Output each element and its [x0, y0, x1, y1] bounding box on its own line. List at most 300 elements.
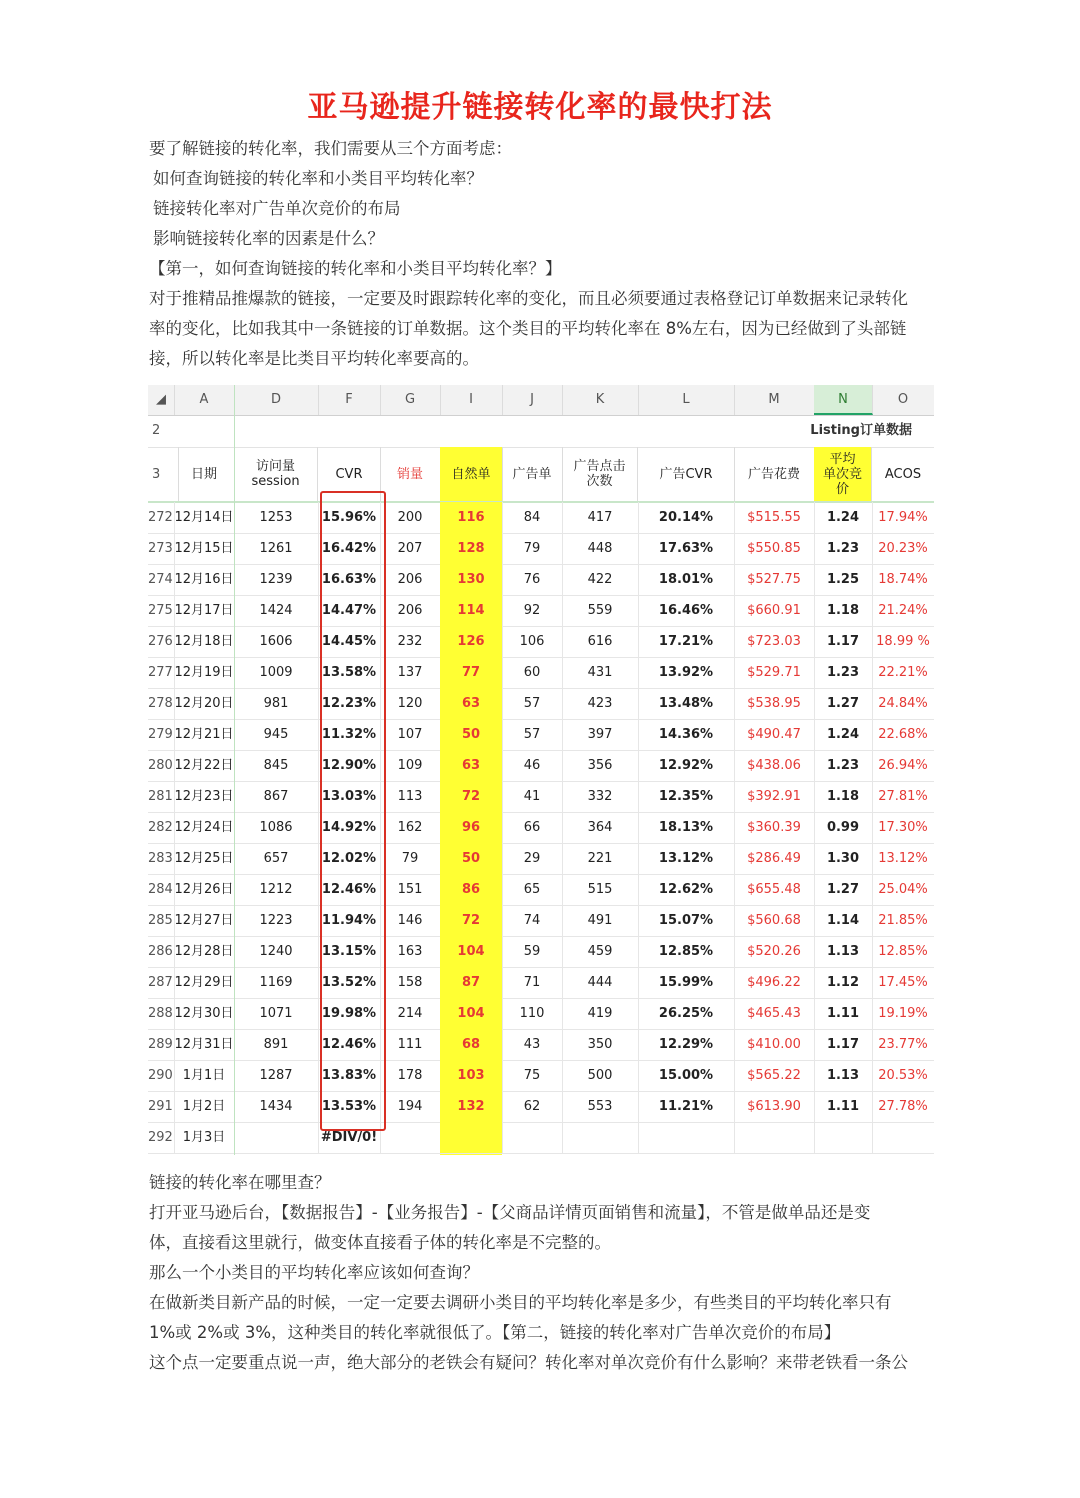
cell-session: 1287	[234, 1060, 319, 1091]
cell-avg-cpc: 1.11	[814, 998, 873, 1029]
cell-avg-cpc: 1.24	[814, 719, 873, 750]
cell-ad-spend: $410.00	[734, 1029, 815, 1060]
header-organic: 自然单	[440, 447, 503, 501]
cell-session: 1212	[234, 874, 319, 905]
cell-organic: 104	[440, 936, 503, 967]
cell-session: 1240	[234, 936, 319, 967]
row-number: 276	[148, 626, 175, 657]
outro-line: 这个点一定要重点说一声，绝大部分的老铁会有疑问？转化率对单次竞价有什么影响？来带老铁看一条公	[149, 1353, 908, 1372]
cell-ad-orders: 41	[502, 781, 563, 812]
cell-avg-cpc: 1.18	[814, 595, 873, 626]
cell-ad-cvr: 13.12%	[638, 843, 735, 874]
cell-ad-clicks: 448	[562, 533, 639, 564]
outro-line: 在做新类目新产品的时候，一定一定要去调研小类目的平均转化率是多少，有些类目的平均转化率只有	[149, 1293, 892, 1312]
table-row	[148, 781, 934, 813]
table-row	[148, 905, 934, 937]
cell-acos: 26.94%	[872, 750, 934, 781]
cell-date: 12月19日	[174, 657, 235, 688]
cell-ad-clicks: 397	[562, 719, 639, 750]
table-row	[148, 719, 934, 751]
cell-date: 12月14日	[174, 502, 235, 533]
cell-sales: 206	[380, 595, 441, 626]
cell-session: 1424	[234, 595, 319, 626]
header-avg-cpc: 平均 单次竞 价	[814, 447, 872, 501]
cell-sales: 111	[380, 1029, 441, 1060]
intro-line: 影响链接转化率的因素是什么？	[153, 229, 384, 248]
cell-cvr: 15.96%	[318, 502, 381, 533]
row-number: 289	[148, 1029, 175, 1060]
cell-sales: 214	[380, 998, 441, 1029]
cell-sales: 146	[380, 905, 441, 936]
cell-avg-cpc: 1.11	[814, 1091, 873, 1122]
cell-ad-clicks: 332	[562, 781, 639, 812]
cell-organic: 104	[440, 998, 503, 1029]
header-ad-spend: 广告花费	[734, 447, 815, 501]
cell-avg-cpc: 1.12	[814, 967, 873, 998]
cell-acos: 22.21%	[872, 657, 934, 688]
cell-cvr: 12.23%	[318, 688, 381, 719]
cell-date: 12月20日	[174, 688, 235, 719]
cell-date: 12月25日	[174, 843, 235, 874]
cell-organic: 114	[440, 595, 503, 626]
cell-date: 12月27日	[174, 905, 235, 936]
cell-cvr: 12.46%	[318, 874, 381, 905]
cell-ad-clicks: 221	[562, 843, 639, 874]
header-cvr: CVR	[318, 447, 381, 501]
cell-sales: 163	[380, 936, 441, 967]
cell-organic: 130	[440, 564, 503, 595]
cell-avg-cpc: 1.23	[814, 533, 873, 564]
row-number: 275	[148, 595, 175, 626]
intro-paragraph	[149, 134, 949, 374]
row-number: 286	[148, 936, 175, 967]
cell-ad-orders: 66	[502, 812, 563, 843]
row-number: 2	[152, 423, 161, 438]
cell-session: 1434	[234, 1091, 319, 1122]
cell-session: 891	[234, 1029, 319, 1060]
col-letter: O	[872, 385, 934, 415]
intro-line: 链接转化率对广告单次竞价的布局	[153, 199, 401, 218]
cell-ad-clicks: 559	[562, 595, 639, 626]
table-row	[148, 502, 934, 534]
cell-avg-cpc: 1.23	[814, 657, 873, 688]
cell-cvr: 13.52%	[318, 967, 381, 998]
cell-ad-clicks	[562, 1122, 639, 1153]
cell-avg-cpc: 1.14	[814, 905, 873, 936]
cell-ad-clicks: 356	[562, 750, 639, 781]
cell-acos: 18.99 %	[872, 626, 934, 657]
cell-cvr: 19.98%	[318, 998, 381, 1029]
cell-ad-orders: 43	[502, 1029, 563, 1060]
sheet-label: Listing订单数据	[810, 423, 912, 438]
cell-ad-spend: $490.47	[734, 719, 815, 750]
cell-acos: 27.81%	[872, 781, 934, 812]
cell-avg-cpc: 1.24	[814, 502, 873, 533]
sheet-header-row	[148, 447, 934, 503]
cell-ad-cvr: 12.85%	[638, 936, 735, 967]
cell-date: 1月2日	[174, 1091, 235, 1122]
cell-date: 12月15日	[174, 533, 235, 564]
cell-ad-cvr: 12.35%	[638, 781, 735, 812]
row-number: 278	[148, 688, 175, 719]
cell-session: 1606	[234, 626, 319, 657]
cell-date: 12月28日	[174, 936, 235, 967]
cell-ad-spend	[734, 1122, 815, 1153]
cell-date: 12月22日	[174, 750, 235, 781]
header-session: 访问量 session	[234, 447, 318, 501]
cell-ad-spend: $520.26	[734, 936, 815, 967]
col-letter: L	[638, 385, 735, 415]
cell-acos: 22.68%	[872, 719, 934, 750]
cell-sales: 200	[380, 502, 441, 533]
row-number: 285	[148, 905, 175, 936]
cell-acos: 17.30%	[872, 812, 934, 843]
row-number: 283	[148, 843, 175, 874]
cell-ad-orders: 110	[502, 998, 563, 1029]
cell-sales: 151	[380, 874, 441, 905]
cell-ad-spend: $550.85	[734, 533, 815, 564]
cell-ad-clicks: 364	[562, 812, 639, 843]
cell-cvr: 12.02%	[318, 843, 381, 874]
cell-sales: 137	[380, 657, 441, 688]
cell-ad-cvr: 26.25%	[638, 998, 735, 1029]
row-number: 3	[148, 447, 179, 501]
cell-ad-clicks: 515	[562, 874, 639, 905]
cell-ad-orders: 57	[502, 688, 563, 719]
cell-ad-spend: $529.71	[734, 657, 815, 688]
cell-organic: 116	[440, 502, 503, 533]
cell-organic: 132	[440, 1091, 503, 1122]
cell-avg-cpc: 1.30	[814, 843, 873, 874]
outro-line: 那么一个小类目的平均转化率应该如何查询？	[149, 1263, 479, 1282]
cell-session: 1071	[234, 998, 319, 1029]
row-number: 279	[148, 719, 175, 750]
cell-cvr: 11.32%	[318, 719, 381, 750]
cell-date: 12月21日	[174, 719, 235, 750]
cell-ad-orders: 62	[502, 1091, 563, 1122]
cell-organic: 103	[440, 1060, 503, 1091]
cell-ad-spend: $660.91	[734, 595, 815, 626]
cell-ad-orders: 59	[502, 936, 563, 967]
cell-ad-cvr: 12.92%	[638, 750, 735, 781]
cell-organic: 50	[440, 843, 503, 874]
cell-sales: 79	[380, 843, 441, 874]
cell-cvr: #DIV/0!	[318, 1122, 381, 1153]
cell-avg-cpc: 1.18	[814, 781, 873, 812]
cell-date: 1月1日	[174, 1060, 235, 1091]
cell-acos: 20.53%	[872, 1060, 934, 1091]
cell-ad-clicks: 500	[562, 1060, 639, 1091]
header-sales: 销量	[380, 447, 441, 501]
cell-ad-orders: 92	[502, 595, 563, 626]
cell-ad-cvr: 12.29%	[638, 1029, 735, 1060]
sheet-row-2	[148, 415, 934, 448]
cell-avg-cpc	[814, 1122, 873, 1153]
cell-ad-spend: $438.06	[734, 750, 815, 781]
cell-ad-cvr: 15.07%	[638, 905, 735, 936]
cell-cvr: 13.58%	[318, 657, 381, 688]
table-row	[148, 533, 934, 565]
col-letter-selected: N	[814, 385, 873, 415]
cell-cvr: 14.45%	[318, 626, 381, 657]
row-number: 281	[148, 781, 175, 812]
cell-date: 12月17日	[174, 595, 235, 626]
col-letter: K	[562, 385, 639, 415]
row-number: 290	[148, 1060, 175, 1091]
cell-session: 1009	[234, 657, 319, 688]
cell-cvr: 12.90%	[318, 750, 381, 781]
frozen-pane-line	[234, 385, 235, 1155]
cell-ad-spend: $515.55	[734, 502, 815, 533]
table-row	[148, 998, 934, 1030]
table-row	[148, 626, 934, 658]
col-letter: J	[502, 385, 563, 415]
cell-sales: 109	[380, 750, 441, 781]
cell-ad-orders	[502, 1122, 563, 1153]
col-letter: I	[440, 385, 503, 415]
cell-ad-orders: 74	[502, 905, 563, 936]
cell-acos: 21.24%	[872, 595, 934, 626]
cell-ad-spend: $496.22	[734, 967, 815, 998]
row-number: 273	[148, 533, 175, 564]
cell-ad-spend: $560.68	[734, 905, 815, 936]
section-heading: 【第一，如何查询链接的转化率和小类目平均转化率？】	[149, 259, 562, 278]
cell-organic: 68	[440, 1029, 503, 1060]
cell-ad-spend: $613.90	[734, 1091, 815, 1122]
header-ad-orders: 广告单	[502, 447, 563, 501]
cell-session: 1223	[234, 905, 319, 936]
cell-ad-clicks: 422	[562, 564, 639, 595]
cell-organic: 86	[440, 874, 503, 905]
row-number: 292	[148, 1122, 175, 1153]
cell-organic: 72	[440, 781, 503, 812]
cell-ad-spend: $465.43	[734, 998, 815, 1029]
cell-cvr: 16.42%	[318, 533, 381, 564]
cell-ad-clicks: 419	[562, 998, 639, 1029]
cell-sales: 158	[380, 967, 441, 998]
article-title: 亚马逊提升链接转化率的最快打法	[307, 90, 773, 125]
outro-paragraph	[149, 1168, 949, 1378]
header-acos: ACOS	[872, 447, 934, 501]
cell-ad-clicks: 459	[562, 936, 639, 967]
cell-ad-orders: 76	[502, 564, 563, 595]
row-number: 274	[148, 564, 175, 595]
cell-acos: 25.04%	[872, 874, 934, 905]
outro-line: 1%或 2%或 3%，这种类目的转化率就很低了。【第二，链接的转化率对广告单次竞价的布局】	[149, 1323, 841, 1342]
cell-sales: 207	[380, 533, 441, 564]
table-row	[148, 812, 934, 844]
cell-ad-spend: $527.75	[734, 564, 815, 595]
cell-avg-cpc: 1.27	[814, 688, 873, 719]
table-row	[148, 1029, 934, 1061]
cell-organic: 77	[440, 657, 503, 688]
cell-ad-cvr: 11.21%	[638, 1091, 735, 1122]
cell-ad-spend: $565.22	[734, 1060, 815, 1091]
col-letter: F	[318, 385, 381, 415]
table-row	[148, 1060, 934, 1092]
cell-ad-cvr: 15.00%	[638, 1060, 735, 1091]
cell-acos: 27.78%	[872, 1091, 934, 1122]
col-letter: M	[734, 385, 815, 415]
cell-cvr: 13.53%	[318, 1091, 381, 1122]
row-number: 287	[148, 967, 175, 998]
cell-session: 945	[234, 719, 319, 750]
cell-session: 1261	[234, 533, 319, 564]
table-row	[148, 595, 934, 627]
cell-ad-cvr	[638, 1122, 735, 1153]
table-row	[148, 936, 934, 968]
cell-avg-cpc: 1.27	[814, 874, 873, 905]
table-row	[148, 843, 934, 875]
row-number: 284	[148, 874, 175, 905]
cell-ad-orders: 29	[502, 843, 563, 874]
cell-session: 845	[234, 750, 319, 781]
cell-ad-clicks: 491	[562, 905, 639, 936]
cell-date: 12月29日	[174, 967, 235, 998]
cell-organic: 126	[440, 626, 503, 657]
cell-avg-cpc: 1.23	[814, 750, 873, 781]
header-ad-cvr: 广告CVR	[638, 447, 735, 501]
header-date: 日期	[174, 447, 235, 501]
cell-ad-orders: 60	[502, 657, 563, 688]
cell-ad-clicks: 444	[562, 967, 639, 998]
col-letter: G	[380, 385, 441, 415]
cell-acos: 18.74%	[872, 564, 934, 595]
cell-ad-orders: 57	[502, 719, 563, 750]
cell-session: 981	[234, 688, 319, 719]
cell-cvr: 13.83%	[318, 1060, 381, 1091]
cell-session	[234, 1122, 319, 1153]
cell-sales: 162	[380, 812, 441, 843]
cell-ad-clicks: 616	[562, 626, 639, 657]
cell-ad-cvr: 20.14%	[638, 502, 735, 533]
cell-sales	[380, 1122, 441, 1153]
cell-date: 12月31日	[174, 1029, 235, 1060]
cell-ad-clicks: 553	[562, 1091, 639, 1122]
cell-acos: 17.45%	[872, 967, 934, 998]
row-number: 282	[148, 812, 175, 843]
cell-avg-cpc: 1.25	[814, 564, 873, 595]
cvr-highlight-box	[320, 491, 386, 1131]
table-row	[148, 657, 934, 689]
table-row	[148, 688, 934, 720]
cell-acos: 17.94%	[872, 502, 934, 533]
cell-organic: 50	[440, 719, 503, 750]
cell-date: 12月30日	[174, 998, 235, 1029]
cell-sales: 232	[380, 626, 441, 657]
cell-cvr: 13.15%	[318, 936, 381, 967]
table-row	[148, 967, 934, 999]
row-number: 272	[148, 502, 175, 533]
intro-line: 率的变化，比如我其中一条链接的订单数据。这个类目的平均转化率在 8%左右，因为已经做到了头部链	[149, 319, 907, 338]
outro-line: 链接的转化率在哪里查？	[149, 1173, 331, 1192]
cell-acos: 20.23%	[872, 533, 934, 564]
cell-avg-cpc: 0.99	[814, 812, 873, 843]
cell-ad-cvr: 18.13%	[638, 812, 735, 843]
col-letter: D	[234, 385, 319, 415]
cell-ad-spend: $392.91	[734, 781, 815, 812]
cell-acos: 19.19%	[872, 998, 934, 1029]
cell-acos: 23.77%	[872, 1029, 934, 1060]
cell-date: 12月23日	[174, 781, 235, 812]
cell-ad-clicks: 417	[562, 502, 639, 533]
cell-sales: 113	[380, 781, 441, 812]
cell-organic: 63	[440, 688, 503, 719]
cell-sales: 107	[380, 719, 441, 750]
cell-cvr: 14.92%	[318, 812, 381, 843]
header-ad-clicks: 广告点击 次数	[562, 447, 638, 501]
corner-cell: ◢	[148, 385, 175, 415]
cell-cvr: 14.47%	[318, 595, 381, 626]
col-letter: A	[174, 385, 235, 415]
cell-avg-cpc: 1.17	[814, 1029, 873, 1060]
cell-avg-cpc: 1.17	[814, 626, 873, 657]
table-row	[148, 1122, 934, 1154]
cell-ad-cvr: 13.92%	[638, 657, 735, 688]
cell-acos: 13.12%	[872, 843, 934, 874]
cell-ad-cvr: 14.36%	[638, 719, 735, 750]
cell-ad-cvr: 18.01%	[638, 564, 735, 595]
cell-session: 867	[234, 781, 319, 812]
cell-cvr: 11.94%	[318, 905, 381, 936]
cell-acos	[872, 1122, 934, 1153]
cell-ad-clicks: 431	[562, 657, 639, 688]
cell-sales: 206	[380, 564, 441, 595]
row-number: 288	[148, 998, 175, 1029]
cell-ad-orders: 75	[502, 1060, 563, 1091]
row-number: 291	[148, 1091, 175, 1122]
cell-organic	[440, 1122, 503, 1153]
cell-session: 657	[234, 843, 319, 874]
spreadsheet-image	[148, 385, 934, 1155]
cell-avg-cpc: 1.13	[814, 1060, 873, 1091]
column-letter-bar	[148, 385, 934, 416]
cell-ad-cvr: 16.46%	[638, 595, 735, 626]
cell-date: 12月24日	[174, 812, 235, 843]
cell-ad-cvr: 17.21%	[638, 626, 735, 657]
cell-ad-orders: 46	[502, 750, 563, 781]
table-row	[148, 750, 934, 782]
intro-line: 对于推精品推爆款的链接，一定要及时跟踪转化率的变化，而且必须要通过表格登记订单数据来记录转化	[149, 289, 908, 308]
cell-session: 1169	[234, 967, 319, 998]
intro-line: 接，所以转化率是比类目平均转化率要高的。	[149, 349, 479, 368]
cell-ad-orders: 84	[502, 502, 563, 533]
cell-date: 12月26日	[174, 874, 235, 905]
cell-session: 1253	[234, 502, 319, 533]
intro-line: 如何查询链接的转化率和小类目平均转化率？	[153, 169, 483, 188]
table-row	[148, 1091, 934, 1123]
outro-line: 打开亚马逊后台，【数据报告】-【业务报告】-【父商品详情页面销售和流量】，不管是做单品还是变	[149, 1203, 871, 1222]
cell-acos: 21.85%	[872, 905, 934, 936]
cell-organic: 128	[440, 533, 503, 564]
row-number: 277	[148, 657, 175, 688]
cell-session: 1239	[234, 564, 319, 595]
table-row	[148, 564, 934, 596]
cell-sales: 178	[380, 1060, 441, 1091]
cell-ad-cvr: 15.99%	[638, 967, 735, 998]
cell-ad-orders: 65	[502, 874, 563, 905]
cell-date: 12月18日	[174, 626, 235, 657]
cell-ad-spend: $286.49	[734, 843, 815, 874]
row-number: 280	[148, 750, 175, 781]
cell-organic: 72	[440, 905, 503, 936]
cell-cvr: 16.63%	[318, 564, 381, 595]
cell-sales: 120	[380, 688, 441, 719]
table-row	[148, 874, 934, 906]
cell-ad-clicks: 350	[562, 1029, 639, 1060]
outro-line: 体，直接看这里就行，做变体直接看子体的转化率是不完整的。	[149, 1233, 611, 1252]
cell-sales: 194	[380, 1091, 441, 1122]
